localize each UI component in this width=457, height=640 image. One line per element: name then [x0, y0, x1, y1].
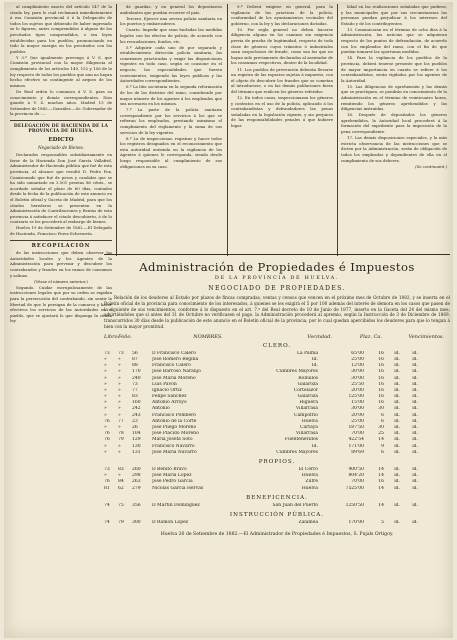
cell-vecindad: Huelva — [301, 418, 318, 424]
cell-folio: » — [118, 443, 121, 449]
dateline: Huelva 19 de Setiembre de 1882.—El Delegado de Hacienda, Francisco Perez Echevarría. — [10, 225, 112, 237]
cell-finca: 300 — [132, 519, 141, 525]
cell-nombre: D Ramón Lopez — [152, 519, 189, 525]
notice-subtitle: DE LA PROVINCIA DE HUELVA. — [214, 275, 340, 281]
cell-finca: 170 — [132, 369, 141, 375]
cell-libro: 73 — [104, 350, 110, 356]
cell-libro: » — [104, 400, 107, 406]
paragraph: Tercero. Ejercer una severa policía sanitaria en los puertos y embarcaderos. — [120, 15, 222, 27]
cell-v3: id. — [412, 406, 418, 412]
cell-folio: » — [118, 473, 121, 479]
cell-vecindad: Villarrasa — [295, 406, 318, 412]
edicto-title: EDICTO — [48, 137, 74, 144]
cell-v1: 16 — [378, 375, 384, 381]
cell-precio: 15'00 — [351, 400, 364, 406]
cell-v2: id. — [394, 418, 400, 424]
cell-v1: 5 — [381, 519, 384, 525]
cell-v3: id. — [412, 375, 418, 381]
edicto-subtitle: Negociado de Bienes. — [37, 144, 85, 150]
cell-v3: id. — [412, 387, 418, 393]
newspaper-page — [4, 2, 453, 638]
cell-v2: id. — [394, 437, 400, 443]
section-title: INSTRUCCIÓN PÚBLICA. — [229, 511, 325, 518]
cell-nombre: Antonio Arroyo — [152, 400, 187, 406]
column-divider — [227, 4, 228, 256]
cell-v2: id. — [394, 425, 400, 431]
cell-finca: 73 — [132, 381, 138, 387]
cell-v3: id. — [412, 431, 418, 437]
cell-v2: id. — [394, 412, 400, 418]
delegacion-heading: DELEGACIÓN DE HACIENDA DE LA PROVINCIA DE HUELVA. — [13, 123, 109, 135]
section-title: PROPIOS. — [258, 458, 296, 465]
paragraph: de las instrucciones que deben observar las Autoridades locales y los Agentes de la Administración para prevenir y descubrir los contrabandos y fraudes en los ramos de consumos y salinas. — [10, 250, 112, 278]
paragraph: 7.º La parte de la policía sanitaria correspondiente por los servicios á los que se refieran los empleados, prestando asimismo el cumplimiento del reglamento y la suma de sus servicios de la ley vigentes. — [120, 107, 222, 135]
cell-v1: 16 — [378, 369, 384, 375]
cell-folio: 84 — [118, 479, 124, 485]
administration-notice — [104, 254, 450, 636]
cell-finca: 240 — [132, 375, 141, 381]
paragraph: Declarados responsables subsidiariamente en favor de la Hacienda Don José García Vallafrid, Administrador de Hacienda pública que fué de esta provincia, al alcance que resultó D. Pedro Fox, Comisionado que fué de pesos y caudales que se ha sido sumariado en 3.501 pesetas 86 cénts., se acordado señalar el plazo de 60 días, contados desde la fecha de la publicación de este anuncio en el Boletín oficial y Gaceta de Madrid, para que los citados herederos se presenten en la Administración de Contribuciones y Rentas de esta provincia á satisfacer el citado descubierto, ó de lo contrario se les procederá al embargo de bienes. — [10, 152, 112, 225]
cell-nombre: Ignacio Ortiz — [152, 387, 182, 393]
header-vecindad: Vecindad. — [307, 333, 332, 340]
cell-precio: 7525'00 — [345, 485, 364, 491]
cell-precio: 422'54 — [348, 437, 364, 443]
cell-precio: 170'00 — [348, 519, 364, 525]
cell-v1: 16 — [378, 387, 384, 393]
paragraph: 9.º Deberá exigirse en general, para la vigilancia de las practicas de la policía, conformidad de los ayuntamientos vecinales del gobierno, con la ley y las declaraciones dictadas. — [231, 4, 333, 26]
cell-finca: 77 — [132, 387, 138, 393]
cell-vecindad: Huelva — [301, 473, 318, 479]
cell-v2: id. — [394, 473, 400, 479]
cell-v2: id. — [394, 375, 400, 381]
cell-nombre: Luis Pavón — [152, 381, 177, 387]
continued-note: (Se continuará.) — [415, 163, 447, 169]
cell-v3: id. — [412, 502, 418, 508]
paragraph: 8.º La de inspeccionar, registrar y hacer todos los registros designados en el reconocimiento que esta autoridad entienda en la vigilancia de los Agentes á quienes le corresponda, siendo desde luego responsable al cumplimiento de sus obligaciones en su caso. — [120, 135, 222, 169]
cell-precio: 1250'50 — [345, 502, 364, 508]
cell-folio: » — [118, 412, 121, 418]
cell-precio: 187'50 — [348, 425, 364, 431]
header-folio: Folio. — [118, 333, 132, 340]
cell-v3: id. — [412, 418, 418, 424]
cell-finca: 356 — [132, 502, 141, 508]
table-row — [104, 520, 450, 526]
cell-nombre: José María Lopez — [152, 473, 192, 479]
cell-v3: id. — [412, 437, 418, 443]
note: (Véase el número anterior.) — [34, 278, 88, 284]
cell-vecindad: Higuera — [299, 400, 318, 406]
cell-finca: 298 — [132, 473, 141, 479]
cell-finca: 260 — [132, 466, 141, 472]
divider — [10, 240, 112, 241]
cell-nombre: José Barroso Naranjo — [152, 369, 201, 375]
cell-nombre: José Pedro García — [152, 479, 193, 485]
cell-folio: » — [118, 369, 121, 375]
cell-libro: 76 — [104, 479, 110, 485]
cell-vecindad: Zalamea — [298, 519, 318, 525]
cell-nombre: Nicolás García Hervas — [152, 485, 204, 491]
cell-vecindad: Fuenteheridos — [284, 437, 318, 443]
cell-v1: 16 — [378, 400, 384, 406]
cell-precio: 804'20 — [348, 473, 364, 479]
cell-v2: id. — [394, 363, 400, 369]
cell-nombre: José Plácido Moreno — [152, 431, 199, 437]
cell-v1: 30 — [378, 406, 384, 412]
cell-v2: id. — [394, 369, 400, 375]
cell-folio: » — [118, 406, 121, 412]
paragraph: Y 3.º Que igualmente prevengo á V. S. que Comisión provincial con la mayor diligencia al cumplimiento de los artículos 149, 152 y 156 de la ley respecto de todos los pueblos que aun no hayan hecho efectivo su contingente al arqueo de los mismos. — [10, 54, 112, 88]
cell-folio: 78 — [118, 431, 124, 437]
cell-vecindad: Huelva — [301, 485, 318, 491]
cell-v2: id. — [394, 356, 400, 362]
cell-finca: 83 — [132, 394, 138, 400]
cell-v2: id. — [394, 387, 400, 393]
paragraph: Cuarto. Impedir que sean burladas las medidas legales con los efectos de policía, de acuerdo con las recaudaciones, fondos, etc. — [120, 27, 222, 44]
cell-nombre: José Pliego Moreno — [152, 425, 197, 431]
cell-v3: id. — [412, 412, 418, 418]
cell-nombre: José María Navarro — [152, 449, 197, 455]
cell-nombre: Felipe Sánchez — [152, 394, 187, 400]
cell-precio: 70'00 — [351, 479, 364, 485]
cell-libro: 76 — [104, 431, 110, 437]
paragraph: 12. En todos casos, inspeccionaran los géneros y contratos en el uso de la policía, aplicando á los contrabandistas y defraudadores las penas señaladas en la legislación vigente, y sin perjuicio de las responsabilidades penales á que hubiere lugar. — [231, 95, 333, 128]
cell-precio: 171'00 — [348, 443, 364, 449]
cell-vecindad: Cumbres Mayores — [276, 449, 318, 455]
cell-libro: » — [104, 412, 107, 418]
cell-precio: 25'50 — [351, 381, 364, 387]
cell-libro: 76 — [104, 437, 110, 443]
paragraph: 10. Por regla general no deben hacerse diligencia alguna en los caminos sin exigencia previa de prueba de legitimidad, respecto de toda clase de géneros cuyos tránsitos ó industriales sean sospechosos de fraude, como son los que no hayan sido previamente declarados al asentador de los consumos respectivos, dentro de la localidad. — [231, 26, 333, 66]
cell-vecindad: Galaroza — [297, 381, 318, 387]
cell-finca: 263 — [132, 479, 141, 485]
cell-precio: 65'00 — [351, 350, 364, 356]
cell-libro: » — [104, 406, 107, 412]
paragraph: lidad en las realizaciones señaladas que pudiese, y las municipales que por sus circunstancias las personas puedan perjudicar á los intereses del Estado y de los contribuyentes. — [341, 4, 447, 26]
cell-precio: 25'00 — [351, 418, 364, 424]
cell-v1: 14 — [378, 473, 384, 479]
cell-libro: » — [104, 375, 107, 381]
divider — [104, 254, 450, 255]
cell-libro: » — [104, 363, 107, 369]
cell-precio: 30'00 — [351, 406, 364, 412]
cell-vecindad: Id. — [311, 443, 318, 449]
cell-precio: 30'00 — [351, 375, 364, 381]
cell-folio: 75 — [118, 502, 124, 508]
cell-finca: 56 — [132, 350, 138, 356]
cell-libro: » — [104, 473, 107, 479]
paragraph: 5.º Adquirir cada uno de por separado y establecimiento dirección policía sanitaria, las conexiones practicadas y exigir las disposiciones vigentes en todo caso, según se ocasione en el negocio, las especialidades que fueren convenientes, exigiendo las leyes publicas y las Autoridades correspondientes. — [120, 44, 222, 84]
negociado-heading: NEGOCIADO DE PROPIEDADES. — [208, 285, 346, 292]
cell-vecindad: Cumbres Mayores — [276, 369, 318, 375]
cell-precio: 30'00 — [351, 369, 364, 375]
column-1 — [10, 4, 112, 324]
cell-vecindad: La Palma — [297, 350, 318, 356]
section-title: CLERO. — [262, 342, 292, 349]
cell-v3: id. — [412, 394, 418, 400]
cell-vecindad: Cortelazor — [293, 387, 318, 393]
cell-finca: 26 — [132, 425, 138, 431]
notice-intro: Relación de los deudores al Estado por plazos de fincas compradas, ventas y censos que vencen en el próximo mes de Octubre de 1882, y se inserta en el Boletín oficial de la provincia para conocimiento de los interesados, á quienes se les exigirá el 5 por 100 además del interés de demora en los casos que pasen de la siguiente de sus vencimientos, conforme á lo dispuesto en el art. 7.º del Real decreto de 10 de Junio de 1877, inserto en la Gaceta del 24 del mismo mes; advirtiéndoles que si antes del 31 de Octubre no verificasen el pago, la Administración procederá al apremio, según la Instrucción de 3 de Diciembre de 1869, transcurridos 30 días desde la publicación de este anuncio en el Boletín oficial de la provincia, por lo cual quedan apercibidos los deudores para que lo tengan á bien con la mayor prontitud. — [104, 295, 450, 329]
cell-precio: 125'00 — [348, 394, 364, 400]
cell-folio: » — [118, 375, 121, 381]
cell-nombre: Francisco Navarro — [152, 443, 195, 449]
notice-title: Administración de Propiedades é Impuestos — [139, 260, 415, 274]
cell-v1: 9 — [381, 443, 384, 449]
divider — [10, 120, 112, 121]
cell-v1: 16 — [378, 381, 384, 387]
cell-vecindad: El Cerro — [298, 466, 318, 472]
cell-v2: id. — [394, 406, 400, 412]
paragraph: 14. Para la vigilancia de los pueblos de la provincia, deberá tenerse presente que los pueblos de mayor importancia en cuanto se refiere á los contrabandistas, serán vigilados por los agentes de la Autoridad. — [341, 55, 447, 83]
paragraph: 11. Los pueblos de prevención deberán llevarse un registro de las especies sujetas á impuesto, con el objeto de descubrir los fraudes que se cometan al introducirse, o en las demás poblaciones fuera del término que realicen los géneros referidos. — [231, 66, 333, 94]
cell-precio: 20'00 — [351, 387, 364, 393]
cell-v3: id. — [412, 519, 418, 525]
cell-nombre: Francisco Pombero — [152, 412, 197, 418]
cell-precio: 25'00 — [351, 356, 364, 362]
cell-folio: » — [118, 363, 121, 369]
cell-precio: 70'00 — [351, 431, 364, 437]
cell-libro: 74 — [104, 502, 110, 508]
cell-v1: 25 — [378, 431, 384, 437]
cell-vecindad: Villarrasa — [295, 431, 318, 437]
cell-v1: 16 — [378, 356, 384, 362]
column-divider — [116, 4, 117, 256]
cell-v1: 14 — [378, 485, 384, 491]
cell-folio: 83 — [118, 466, 124, 472]
cell-precio: 400'50 — [348, 466, 364, 472]
cell-libro: » — [104, 425, 107, 431]
cell-finca: 23 — [132, 418, 138, 424]
table-row — [104, 486, 450, 492]
cell-v1: 30 — [378, 425, 384, 431]
cell-libro: » — [104, 387, 107, 393]
notice-footer: Huelva 20 de Setiembre de 1882.—El Administrador de Propiedades é Impuestos, S. Pujals Ortigoy. — [160, 532, 394, 538]
cell-v3: id. — [412, 356, 418, 362]
cell-v1: 16 — [378, 363, 384, 369]
cell-nombre: Francisco Calero — [152, 363, 191, 369]
cell-v1: 6 — [381, 412, 384, 418]
cell-v1: 6 — [381, 449, 384, 455]
cell-libro: » — [104, 449, 107, 455]
cell-folio: 79 — [118, 437, 124, 443]
cell-vecindad: Zufre — [305, 479, 318, 485]
cell-folio: » — [118, 387, 121, 393]
cell-libro: 73 — [104, 466, 110, 472]
cell-v2: id. — [394, 502, 400, 508]
cell-v3: id. — [412, 369, 418, 375]
paragraph: 17. Las demás disposiciones especiales, y la más estricta observancia de las instrucciones que se dicten por la Administración, serán de obligación de todos los empleados y dependientes de ella en el cumplimiento de sus deberes. — [341, 135, 447, 163]
cell-libro: » — [104, 443, 107, 449]
cell-v1: 6 — [381, 418, 384, 424]
paragraph: 6.º La litis societaria en la segunda reformación de los de los distritos del ramo; considerado por mayor número de los agentes á los empleados que sea necesario en los mismos. — [120, 84, 222, 107]
cell-v1: 16 — [378, 394, 384, 400]
cell-precio: 89'69 — [351, 449, 364, 455]
cell-vecindad: Id. — [311, 356, 318, 362]
cell-v1: 14 — [378, 502, 384, 508]
cell-v2: id. — [394, 449, 400, 455]
cell-libro: » — [104, 381, 107, 387]
cell-v1: 16 — [378, 350, 384, 356]
cell-finca: 131 — [132, 449, 141, 455]
cell-v2: id. — [394, 350, 400, 356]
cell-folio: » — [118, 381, 121, 387]
paragraph: 16. Después de depositados los géneros aprehendidos, la Autoridad local procederá á la formación del expediente para la imposición de la pena correspondiente. — [341, 112, 447, 135]
cell-libro: 76 — [104, 418, 110, 424]
cell-finca: 160 — [132, 400, 141, 406]
header-nombres: NOMBRES. — [193, 333, 223, 340]
paragraph: 13. Comunicaran en el término de ocho días á la Administración, las noticias que se adquieran respecto de los puntos de defraudación, de acuerdo con los empleados del ramo, con el fin de que puedan tomarse las oportunas medidas. — [341, 26, 447, 55]
cell-vecindad: San Juan del Puerto — [272, 502, 318, 508]
cell-folio: 73 — [118, 350, 124, 356]
cell-folio: 79 — [118, 519, 124, 525]
cell-v2: id. — [394, 394, 400, 400]
cell-precio: 12'00 — [351, 363, 364, 369]
cell-v3: id. — [412, 381, 418, 387]
paragraph: 15. Las diligencias de aprehensión y las demás que se practiquen, se pondrán en conocimiento de la Administración en el término de veinticuatro horas, remitiendo los géneros aprehendidos y las diligencias instruidas. — [341, 83, 447, 112]
cell-v2: id. — [394, 400, 400, 406]
cell-finca: 243 — [132, 412, 141, 418]
cell-folio: 77 — [118, 418, 124, 424]
paragraph: De Real orden lo comunico á V. S. para su conocimiento y demás correspondientes. Dios guarde á V. S. muchos años. Madrid 13 de Setiembre de 1882.—González.—Sr. Gobernador de la provincia de...... — [10, 88, 112, 117]
section-title: BENEFICENCIA. — [246, 494, 308, 501]
column-divider — [337, 4, 338, 256]
cell-folio: » — [118, 425, 121, 431]
column-3 — [231, 4, 333, 129]
cell-nombre: D Francisco Calero — [152, 350, 196, 356]
cell-nombre: José Romero Regina — [152, 356, 199, 362]
cell-v2: id. — [394, 431, 400, 437]
column-2 — [120, 4, 222, 170]
cell-finca: 88 — [132, 363, 138, 369]
cell-v3: id. — [412, 425, 418, 431]
cell-folio: » — [118, 356, 121, 362]
header-precio: Plaz. Ca. — [359, 333, 382, 340]
cell-v3: id. — [412, 400, 418, 406]
recopilacion-heading: RECOPILACIÓN — [31, 242, 91, 249]
paragraph: al cumplimiento exacto del artículo 147 de la citada ley, para lo cual reclamará inmediatamente á esa Comisión provincial ó á la Delegación de todos los sujetos que debiendo de haber ingresado se lo figuren; antes comprendidos á alguno de los precitados tipos comprendidos, o sea leyes establecidas para los pueblos, pronunciando en todo la mayor energía en los precitados con los pueblos. — [10, 4, 112, 54]
cell-v3: id. — [412, 466, 418, 472]
cell-nombre: José María Moreno — [152, 375, 196, 381]
cell-libro: » — [104, 356, 107, 362]
cell-nombre: D Martín Domínguez — [152, 502, 200, 508]
cell-v3: id. — [412, 443, 418, 449]
cell-v3: id. — [412, 449, 418, 455]
cell-vecindad: Cartaya — [300, 425, 318, 431]
cell-finca: 87 — [132, 356, 138, 362]
paragraph: de guardas, y en general los depositarios ambulantes que puedan recorrer el país. — [120, 4, 222, 15]
cell-v2: id. — [394, 466, 400, 472]
cell-v1: 14 — [378, 437, 384, 443]
cell-libro: 74 — [104, 519, 110, 525]
cell-libro: » — [104, 369, 107, 375]
cell-nombre: María Josefa Soto — [152, 437, 193, 443]
cell-v3: id. — [412, 473, 418, 479]
cell-finca: 279 — [132, 485, 141, 491]
table-row — [104, 450, 450, 456]
cell-folio: » — [118, 400, 121, 406]
cell-folio: » — [118, 394, 121, 400]
cell-finca: 129 — [132, 437, 141, 443]
cell-finca: 104 — [132, 431, 141, 437]
cell-v3: id. — [412, 363, 418, 369]
cell-vecindad: Galaroza — [297, 394, 318, 400]
table-row — [104, 503, 450, 509]
cell-finca: 130 — [132, 443, 141, 449]
cell-precio: 20'00 — [351, 412, 364, 418]
cell-v3: id. — [412, 485, 418, 491]
cell-vecindad: Bollullos — [298, 375, 318, 381]
cell-v2: id. — [394, 519, 400, 525]
debtor-table — [104, 343, 450, 526]
cell-nombre: Antonio de la Corte — [152, 418, 197, 424]
header-vencimientos: Vencimientos. — [408, 333, 444, 340]
cell-v1: 16 — [378, 479, 384, 485]
cell-finca: 242 — [132, 406, 141, 412]
cell-libro: 81 — [104, 485, 110, 491]
cell-vecindad: Campofrío — [294, 412, 318, 418]
cell-libro: » — [104, 394, 107, 400]
cell-v3: id. — [412, 479, 418, 485]
cell-nombre: Antonio — [152, 406, 170, 412]
cell-v2: id. — [394, 485, 400, 491]
header-libro: Libro. — [104, 333, 120, 340]
cell-v2: id. — [394, 381, 400, 387]
cell-v2: id. — [394, 443, 400, 449]
cell-folio: 62 — [118, 485, 124, 491]
cell-nombre: D Benito Bravo — [152, 466, 187, 472]
table-header — [104, 334, 450, 340]
cell-v2: id. — [394, 479, 400, 485]
cell-v3: id. — [412, 350, 418, 356]
cell-vecindad: Id. — [311, 363, 318, 369]
column-4 — [341, 4, 447, 170]
cell-v1: 14 — [378, 466, 384, 472]
paragraph: Segundo. Cuidar escrupulosamente de las instrucciones legales que por su orden se expidan para la persecución del contrabando, sin sentir la libertad de que lo persigan de la comarca y hacer efectivos los servicios de las Autoridades en el pueblo, que se ajustará lo que disponga la citada ley. — [10, 284, 112, 324]
cell-folio: » — [118, 449, 121, 455]
